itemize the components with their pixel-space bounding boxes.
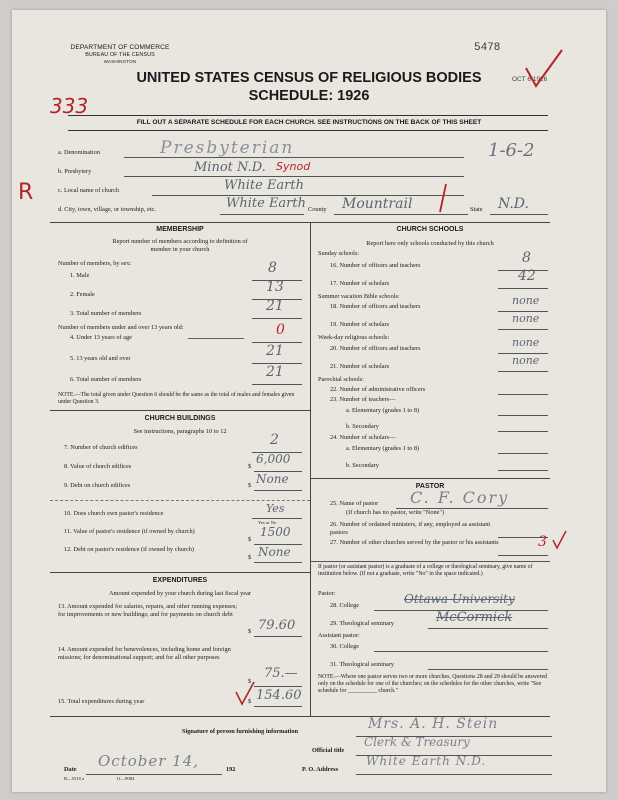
pastor-note: NOTE.—Where one pastor serves two or more churches, Questions 28 and 29 should be answered only on the schedule for one of the churches; on the schedules for the other churches, write "See schedule for __________ church." bbox=[318, 674, 547, 694]
q29-label: 29. Theological seminary bbox=[330, 620, 395, 627]
by-age-label: Number of members under and over 13 years old: bbox=[58, 324, 184, 331]
po-address-value: White Earth N.D. bbox=[366, 754, 487, 768]
yes-no-hint: Yes or No bbox=[258, 520, 277, 525]
form-subtitle: SCHEDULE: 1926 bbox=[248, 88, 370, 104]
schools-heading: CHURCH SCHOOLS bbox=[396, 226, 464, 233]
form-code: B—5518 a bbox=[64, 776, 85, 781]
weekday-label: Week-day religious schools: bbox=[318, 334, 390, 341]
form-title: UNITED STATES CENSUS OF RELIGIOUS BODIES bbox=[136, 70, 482, 86]
buildings-heading: CHURCH BUILDINGS bbox=[144, 415, 216, 422]
q17-label: 17. Number of scholars bbox=[330, 280, 390, 287]
q18-value: none bbox=[512, 294, 540, 307]
presbytery-red-note: Synod bbox=[276, 160, 311, 173]
q17-value: 42 bbox=[518, 268, 536, 284]
q27-value: 3 bbox=[538, 534, 547, 550]
q6-value: 21 bbox=[266, 364, 284, 380]
q7-value: 2 bbox=[270, 432, 279, 448]
expenditures-subhead: Amount expended by your church during last fiscal year bbox=[109, 590, 251, 597]
vacation-label: Summer vacation Bible schools: bbox=[318, 293, 400, 300]
print-code: 11—9084 bbox=[116, 776, 135, 781]
by-sex-label: Number of members, by sex: bbox=[58, 260, 132, 267]
buildings-subhead: See instructions, paragraphs 10 to 12 bbox=[133, 428, 227, 435]
state-value: N.D. bbox=[498, 196, 529, 212]
q20-label: 20. Number of officers and teachers bbox=[330, 345, 421, 352]
q21-value: none bbox=[512, 354, 540, 367]
sunday-label: Sunday schools: bbox=[318, 250, 360, 257]
red-r-mark: R bbox=[18, 180, 34, 205]
q11-label: 11. Value of pastor's residence (if owned by church) bbox=[64, 528, 195, 535]
q6-label: 6. Total number of members bbox=[70, 376, 142, 383]
membership-heading: MEMBERSHIP bbox=[156, 226, 204, 233]
q24b-label: b. Secondary bbox=[346, 462, 379, 469]
q25-note: (If church has no pastor, write "None") bbox=[346, 509, 445, 516]
q24a-label: a. Elementary (grades 1 to 8) bbox=[346, 445, 420, 452]
schools-intro: Report here only schools conducted by this church bbox=[366, 240, 494, 247]
q25-label: 25. Name of pastor bbox=[330, 500, 379, 507]
q14-value: 75.— bbox=[264, 666, 298, 681]
q23a-label: a. Elementary (grades 1 to 8) bbox=[346, 407, 420, 414]
city-label: WASHINGTON bbox=[103, 59, 137, 64]
red-check-q27-icon bbox=[552, 530, 568, 552]
q13-label: 13. Amount expended for salaries, repairs, and other running expenses; for improvements or new buildings; and for payments on church debt bbox=[58, 603, 238, 618]
census-schedule-sheet: DEPARTMENT OF COMMERCE BUREAU OF THE CENSUS WASHINGTON 5478 OCT 6 1926 UNITED STATES CENSUS OF RELIGIOUS BODIES SCHEDULE: 1926 333 R FILL OUT A SEPARATE SCHEDULE FOR EACH CHURCH. SEE INSTRUCTIONS ON THE BACK OF THIS SHEET 1-6-2 a. Denomination Presbyterian b. Presbytery Minot N.D. Synod c. Local name of church White Earth d. City, town, village, or township, etc. White Earth County Mountrail State N.D. MEMBERSHIP Report number of members according to definition of member in your church Number of members, by sex: 1. Male 8 2. Female 13 3. Total number of members 21 Number of members under and over 13 years old: 4. Under 13 years of age 0 5. 13 years old and over 21 6. Total number of members 21 NOTE.—The total given under Question 6 should be the same as the total of males and females given under Question 3. CHURCH BUILDINGS See instructions, paragraphs 10 to 12 7. Number of church edifices 2 8. Value of church edifices $ 6,000 9. Debt on church edifices $ None 10. Does church own pastor's residence Yes Yes or No 11. Value of pastor's residence (if owned by church) $ 1500 12. Debt on pastor's residence (if owned by church) $ None EXPENDITURES Amount expended by your church during last fiscal year 13. Amount expended for salaries, repairs, and other running expenses; for improvements or new buildings; and for payments on church debt $ 79.60 14. Amount expended for benevolences, including home and foreign missions; for denominational support; and for all other purposes $ 75.— 15. Total expenditures during year $ 154.60 CHURCH SCHOOLS Report here only schools conducted by this church Sunday schools: 16. Number of officers and teachers 8 17. Number of scholars 42 Summer vacation Bible schools: 18. Number of officers and teachers none 19. Number of scholars none Week-day religious schools: 20. Number of officers and teachers none 21. Number of scholars none Parochial schools: 22. Number of administrative officers 23. Number of teachers— a. Elementary (grades 1 to 8) b. Secondary 24. Number of scholars— a. Elementary (grades 1 to 8) b. Secondary PASTOR 25. Name of pastor C. F. Cory (If church has no pastor, write "None") 26. Number of ordained ministers, if any, employed as assistant pastors 27. Number of other churches served by the pastor or his assistants 3 If pastor (or assistant pastor) is a graduate of a college or theological seminary, give name of institution below. (If not a graduate, write "No" in the space indicated.) Pastor: 28. College Ottawa University 29. Theological seminary McCormick Assistant pastor: 30. College 31. Theological seminary NOTE.—Where one pastor serves two or more churches, Questions 28 and 29 should be answered only on the schedule for one of the churches; on the schedules for the other churches, write "See schedule for __________ church." Signature of person furnishing information Mrs. A. H. Stein Official title Clerk & Treasury Date October 14, 192 P. O. Address White Earth N.D. B—5518 a 11—9084 bbox=[12, 10, 606, 792]
denomination-value: Presbyterian bbox=[160, 138, 295, 158]
received-stamp: OCT 6 1926 bbox=[512, 76, 548, 83]
membership-note: NOTE.—The total given under Question 6 should be the same as the total of males and females given under Question 3. bbox=[58, 392, 295, 405]
assistant-sub-label: Assistant pastor: bbox=[318, 632, 360, 639]
date-year: 192 bbox=[226, 766, 236, 773]
membership-intro-2: member in your church bbox=[150, 246, 210, 253]
q1-value: 8 bbox=[268, 260, 277, 276]
q9-value: None bbox=[256, 472, 289, 486]
pastor-heading: PASTOR bbox=[415, 483, 445, 490]
membership-intro-1: Report number of members according to definition of bbox=[112, 238, 248, 245]
signature-value: Mrs. A. H. Stein bbox=[368, 716, 499, 732]
q22-label: 22. Number of administrative officers bbox=[330, 386, 426, 393]
presbytery-value: Minot N.D. bbox=[194, 160, 266, 175]
q8-value: 6,000 bbox=[256, 452, 291, 466]
q4-label: 4. Under 13 years of age bbox=[70, 334, 132, 341]
q5-value: 21 bbox=[266, 343, 284, 359]
local-name-value: White Earth bbox=[224, 178, 304, 193]
date-label: Date bbox=[64, 766, 77, 773]
q10-value: Yes bbox=[266, 502, 285, 515]
q7-label: 7. Number of church edifices bbox=[64, 444, 138, 451]
q30-label: 30. College bbox=[330, 643, 360, 650]
q15-label: 15. Total expenditures during year bbox=[58, 698, 145, 705]
county-label: County bbox=[308, 206, 327, 213]
q3-value: 21 bbox=[266, 298, 284, 314]
q29-value: McCormick bbox=[436, 610, 513, 625]
q3-label: 3. Total number of members bbox=[70, 310, 142, 317]
q15-value: 154.60 bbox=[256, 688, 302, 703]
department-label: DEPARTMENT OF COMMERCE bbox=[70, 44, 170, 51]
q27-label: 27. Number of other churches served by the pastor or his assistants bbox=[330, 539, 499, 546]
q14-label: 14. Amount expended for benevolences, including home and foreign missions; for denominational support; and for all other purposes bbox=[58, 646, 231, 661]
denomination-label: a. Denomination bbox=[58, 149, 100, 156]
city-value: White Earth bbox=[226, 196, 306, 211]
q18-label: 18. Number of officers and teachers bbox=[330, 303, 421, 310]
q16-label: 16. Number of officers and teachers bbox=[330, 262, 421, 269]
red-code: 333 bbox=[50, 94, 89, 118]
q31-label: 31. Theological seminary bbox=[330, 661, 395, 668]
q19-value: none bbox=[512, 312, 540, 325]
q10-label: 10. Does church own pastor's residence bbox=[64, 510, 164, 517]
date-value: October 14, bbox=[98, 752, 200, 770]
state-label: State bbox=[470, 206, 483, 213]
q9-label: 9. Debt on church edifices bbox=[64, 482, 131, 489]
red-slash-mark-icon bbox=[436, 182, 450, 214]
q2-label: 2. Female bbox=[70, 291, 95, 298]
local-name-label: c. Local name of church bbox=[58, 187, 120, 194]
q23b-label: b. Secondary bbox=[346, 423, 379, 430]
instruction-banner: FILL OUT A SEPARATE SCHEDULE FOR EACH CHURCH. SEE INSTRUCTIONS ON THE BACK OF THIS SHEET bbox=[136, 119, 482, 126]
parochial-label: Parochial schools: bbox=[318, 376, 364, 383]
q16-value: 8 bbox=[522, 250, 531, 266]
q13-value: 79.60 bbox=[258, 618, 296, 633]
po-address-label: P. O. Address bbox=[302, 766, 339, 773]
q21-label: 21. Number of scholars bbox=[330, 363, 390, 370]
q12-value: None bbox=[258, 545, 291, 559]
q19-label: 19. Number of scholars bbox=[330, 321, 390, 328]
q4-value: 0 bbox=[276, 322, 285, 338]
signature-label: Signature of person furnishing information bbox=[182, 728, 299, 735]
pastor-sub-label: Pastor: bbox=[318, 590, 336, 597]
q1-label: 1. Male bbox=[70, 272, 90, 279]
city-label-field: d. City, town, village, or township, etc. bbox=[58, 206, 156, 213]
expenditures-heading: EXPENDITURES bbox=[152, 577, 208, 584]
q2-value: 13 bbox=[266, 279, 284, 295]
q11-value: 1500 bbox=[260, 525, 291, 539]
q26-label: 26. Number of ordained ministers, if any, employed as assistant pastors bbox=[330, 521, 491, 536]
red-check-q15-icon bbox=[234, 680, 256, 708]
code-right: 1-6-2 bbox=[488, 140, 535, 161]
form-number: 5478 bbox=[474, 42, 501, 54]
q20-value: none bbox=[512, 336, 540, 349]
q24-label: 24. Number of scholars— bbox=[330, 434, 396, 441]
q5-label: 5. 13 years old and over bbox=[70, 355, 131, 362]
q8-label: 8. Value of church edifices bbox=[64, 463, 132, 470]
q23-label: 23. Number of teachers— bbox=[330, 396, 396, 403]
q25-value: C. F. Cory bbox=[410, 488, 510, 507]
bureau-label: BUREAU OF THE CENSUS bbox=[85, 52, 155, 58]
q12-label: 12. Debt on pastor's residence (if owned by church) bbox=[64, 546, 195, 553]
official-title-label: Official title bbox=[312, 747, 345, 754]
q28-value: Ottawa University bbox=[404, 592, 515, 606]
county-value: Mountrail bbox=[342, 196, 413, 212]
official-title-value: Clerk & Treasury bbox=[364, 735, 470, 749]
presbytery-label: b. Presbytery bbox=[58, 168, 92, 175]
graduate-note: If pastor (or assistant pastor) is a graduate of a college or theological seminary, give name of institution below. (If not a graduate, write "No" in the space indicated.) bbox=[318, 564, 533, 577]
q28-label: 28. College bbox=[330, 602, 360, 609]
